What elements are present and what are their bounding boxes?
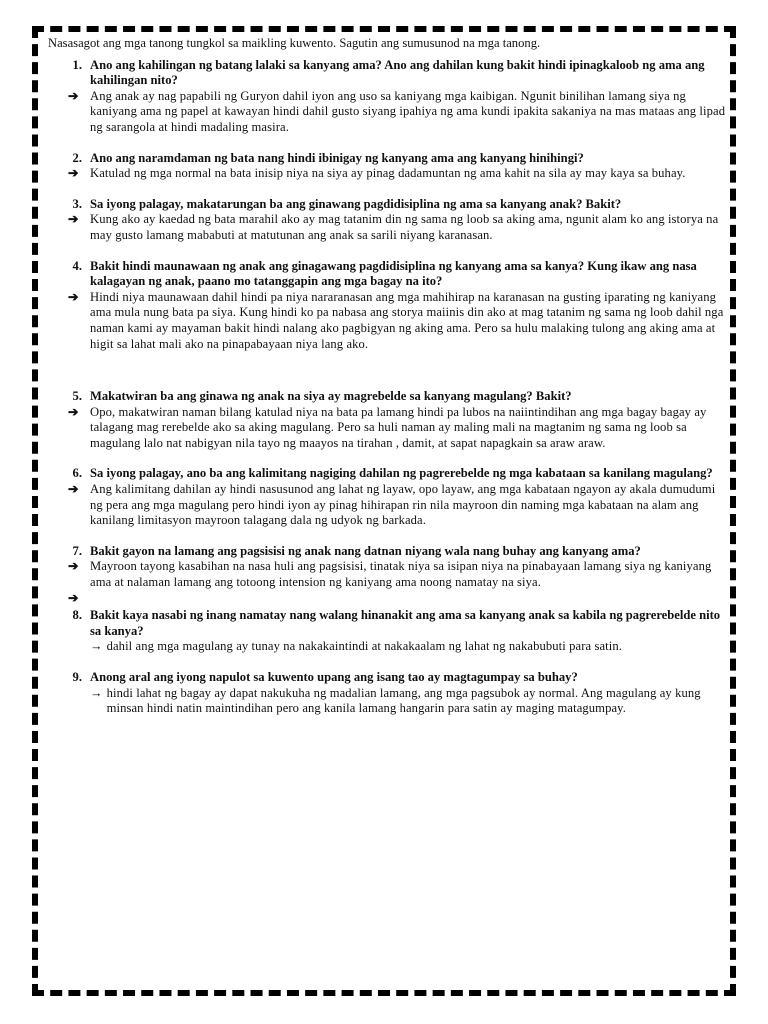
answer: [48, 482, 728, 529]
question: [48, 197, 728, 213]
answer: [48, 212, 728, 243]
answer: [48, 686, 728, 717]
question-item-3: [48, 197, 728, 244]
answer: [48, 405, 728, 452]
question-text: Ano ang naramdaman ng bata nang hindi ibinigay ng kanyang ama ang kanyang hinihingi?: [90, 150, 584, 165]
arrow-icon: ➔: [68, 482, 79, 497]
answer: [48, 290, 728, 352]
question: [48, 608, 728, 639]
question-number: 6.: [72, 466, 82, 481]
question: [48, 466, 728, 482]
question-item-4: [48, 259, 728, 353]
answer: [48, 559, 728, 590]
question-number: 4.: [72, 258, 82, 273]
question-text: Ano ang kahilingan ng batang lalaki sa kanyang ama? Ano ang dahilan kung bakit hindi ipinagkaloob ng ama ang kahilingan nito?: [90, 57, 705, 88]
arrow-icon: →: [90, 685, 103, 700]
question-item-2: [48, 151, 728, 182]
question-text: Bakit gayon na lamang ang pagsisisi ng anak nang datnan niyang wala nang buhay ang kanyang ama?: [90, 543, 641, 558]
question-number: 9.: [72, 670, 82, 684]
instructions-text: Nasasagot ang mga tanong tungkol sa maikling kuwento. Sagutin ang sumusunod na mga tanong.: [48, 36, 541, 50]
answer-text: Hindi niya maunawaan dahil hindi pa niya nararanasan ang mga mahihirap na karanasan na gusting iparating ng kaniyang ama mula nung bata pa siya. Kung hindi ko pa nabasa ang storya maiinis din ako at mag tatanim ng sama ng loob dahil nga naman kami ay mayaman bakit hindi nalang ako pagbigyan ng aking ama. Pero sa hulu malaking tulong ang aking ama at higit sa lahat mali ako na pinapabayaan niya lang ako.: [90, 289, 724, 351]
question-item-1: [48, 58, 728, 136]
answer-text: Kung ako ay kaedad ng bata marahil ako ay mag tatanim din ng sama ng loob sa aking ama, ngunit alam ko ang istorya na may gusto lamang mababuti at matutunan ang anak sa sarili niyang karanasan.: [90, 212, 719, 242]
question-number: 8.: [72, 608, 82, 623]
question-text: Bakit hindi maunawaan ng anak ang ginagawang pagdidisiplina ng kanyang ama sa kanya? Kung ikaw ang nasa kalagayan ng anak, paano mo tatanggapin ang mga bagay na ito?: [90, 258, 697, 289]
arrow-icon: ➔: [68, 88, 79, 103]
question: [48, 58, 728, 89]
arrow-icon: ➔: [68, 212, 79, 227]
answer-text: Mayroon tayong kasabihan na nasa huli ang pagsisisi, tinatak niya sa isipan niya na pinabayaan lamang siya ng kaniyang ama at nalaman lamang ang totoong intension ng kaniyang ama noong namatay na siya.: [90, 559, 712, 590]
question: [48, 151, 728, 167]
arrow-icon: →: [90, 639, 103, 654]
question-item-9: [48, 670, 728, 717]
answer-text: Katulad ng mga normal na bata inisip niya na siya ay pinag dadamuntan ng ama kahit na sila ay may kaya sa buhay.: [90, 166, 686, 181]
question-text: Sa iyong palagay, ano ba ang kalimitang nagiging dahilan ng pagrerebelde ng mga kabataan sa kanilang magulang?: [90, 466, 713, 481]
question-text: Sa iyong palagay, makatarungan ba ang ginawang pagdidisiplina ng ama sa kanyang anak? Bakit?: [90, 196, 622, 211]
empty-bullet: [48, 591, 728, 607]
question-text: Anong aral ang iyong napulot sa kuwento upang ang isang tao ay magtagumpay sa buhay?: [90, 670, 578, 684]
question-item-7: [48, 544, 728, 606]
arrow-icon: ➔: [68, 590, 79, 605]
arrow-icon: ➔: [68, 166, 79, 181]
question-number: 7.: [72, 543, 82, 558]
question-text: Bakit kaya nasabi ng inang namatay nang walang hinanakit ang ama sa kanyang anak sa kabila ng pagrerebelde nito sa kanya?: [90, 608, 721, 638]
answer-text: dahil ang mga magulang ay tunay na nakakaintindi at nakakaalam ng lahat ng nakabubuti para satin.: [106, 639, 622, 654]
question: [48, 259, 728, 290]
spacer: [48, 367, 728, 389]
arrow-icon: ➔: [68, 559, 79, 574]
answer: [48, 166, 728, 182]
question-item-8: [48, 608, 728, 655]
question-number: 5.: [72, 389, 82, 404]
question: [48, 544, 728, 560]
answer-text: Opo, makatwiran naman bilang katulad niya na bata pa lamang hindi pa lubos na naiintindihan ang mga bagay bagay ay talagang mag rerebelde ako sa aking magulang. Pero sa huli naman ay maling mali na magtanim ng sama ng loob sa magulang lalo nat nabigyan nila tayo ng maayos na tirahan , damit, at sapat napagkain sa araw araw.: [90, 404, 707, 450]
question: [48, 670, 728, 686]
arrow-icon: ➔: [68, 404, 79, 419]
question-text: Makatwiran ba ang ginawa ng anak na siya ay magrebelde sa kanyang magulang? Bakit?: [90, 389, 572, 404]
arrow-icon: ➔: [68, 289, 79, 304]
answer-text: Ang kalimitang dahilan ay hindi nasusunod ang lahat ng layaw, opo layaw, ang mga kabataan ngayon ay akala dumudumi ng pera ang mga magulang pero hindi iyon ay pinag hihirapan rin nila mayroon din naming mga kabataan na alam ang kanilang limitasyon mayroon talagang dala ng udyok ng barkada.: [90, 482, 716, 528]
answer: [48, 89, 728, 136]
worksheet-content: [48, 36, 728, 732]
answer: [48, 639, 728, 655]
question-item-6: [48, 466, 728, 528]
question-number: 2.: [72, 150, 82, 165]
question: [48, 389, 728, 405]
answer-text: Ang anak ay nag papabili ng Guryon dahil iyon ang uso sa kaniyang mga kaibigan. Ngunit binilihan lamang siya ng kaniyang ama ng papel at kawayan hindi dahil gusto siyang ipahiya ng ama kundi ipakita sakaniya na mas mataas ang lipad ng sarangola at hindi madaling masira.: [90, 88, 726, 134]
answer-text: hindi lahat ng bagay ay dapat nakukuha ng madalian lamang, ang mga pagsubok ay normal. Ang magulang ay kung minsan hindi natin maintindihan pero ang kanila lamang hangarin para satin ay maging matagumpay.: [106, 685, 701, 716]
question-number: 1.: [72, 57, 82, 72]
question-item-5: [48, 389, 728, 451]
question-number: 3.: [72, 196, 82, 211]
